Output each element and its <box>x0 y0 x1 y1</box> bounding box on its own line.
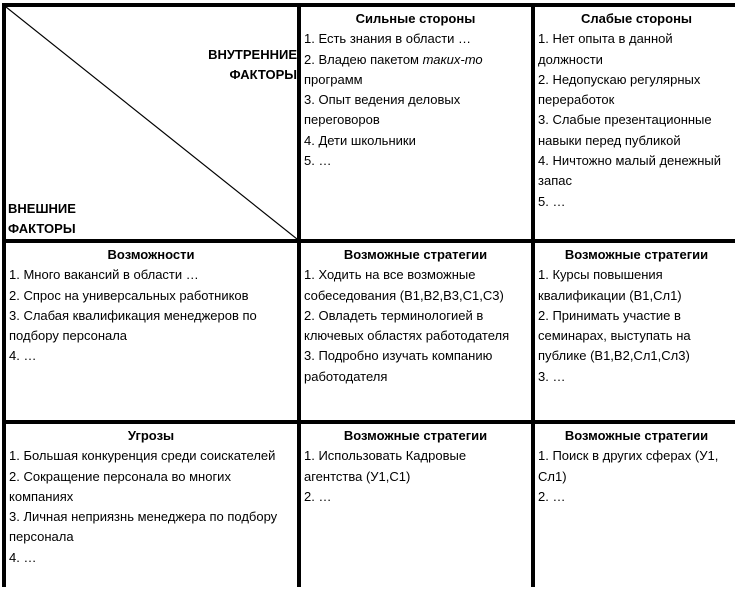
list-item: 3. Опыт ведения деловых переговоров <box>304 92 461 128</box>
strategy-wt-cell <box>535 424 737 587</box>
list-item: 3. Личная неприязнь менеджера по подбору персонала <box>9 509 278 545</box>
list-item: 2. Овладеть терминологией в ключевых областях работодателя <box>304 307 510 344</box>
list-item-pre: 2. Владею пакетом <box>304 51 423 67</box>
list-item: 1. Много вакансий в области … <box>9 267 199 283</box>
external-factors-line-2: ФАКТОРЫ <box>8 221 76 236</box>
list-item: 4. … <box>9 549 37 565</box>
strategy-st-list <box>304 446 527 507</box>
strategy-st-cell <box>301 424 531 587</box>
weaknesses-title: Слабые стороны <box>580 11 693 26</box>
list-item: 2. … <box>304 488 332 504</box>
list-item: 3. Подробно изучать компанию работодателя <box>304 348 493 384</box>
list-item: 2. … <box>538 488 566 504</box>
internal-factors-line-2: ФАКТОРЫ <box>229 67 297 82</box>
list-item: 2. Принимать участие в семинарах, выступать на публике (В1,В2,Сл1,Сл3) <box>538 307 691 364</box>
list-item: 4. Дети школьники <box>304 132 416 148</box>
strategy-wo-title: Возможные стратегии <box>564 247 709 262</box>
external-factors-line-1: ВНЕШНИЕ <box>8 201 76 216</box>
list-item: 5. … <box>304 153 332 169</box>
strategy-so-cell <box>301 243 531 420</box>
strategy-so-title: Возможные стратегии <box>343 247 488 262</box>
list-item: 3. … <box>538 368 566 384</box>
list-item-post: программ <box>304 71 363 87</box>
list-item: 2. Сокращение персонала во многих компаниях <box>9 468 231 504</box>
list-item: 3. Слабые презентационные навыки перед публикой <box>538 112 712 148</box>
strategy-st-title: Возможные стратегии <box>343 428 488 443</box>
list-item: 2. Спрос на универсальных работников <box>9 287 249 303</box>
strategy-wt-title: Возможные стратегии <box>564 428 709 443</box>
list-item: 1. Нет опыта в данной должности <box>538 31 673 67</box>
weaknesses-cell <box>535 7 737 239</box>
opportunities-cell <box>6 243 297 420</box>
strategy-wo-list <box>538 265 735 387</box>
opportunities-list <box>9 265 293 366</box>
external-factors-label <box>8 199 76 239</box>
strategy-so-list <box>304 265 527 387</box>
threats-cell <box>6 424 297 587</box>
list-item: 1. Большая конкуренция среди соискателей <box>9 448 276 464</box>
list-item: 4. Ничтожно малый денежный запас <box>538 153 722 189</box>
list-item: 1. Есть знания в области … <box>304 31 472 47</box>
corner-cell <box>6 7 297 239</box>
weaknesses-list <box>538 29 735 212</box>
list-item: 2. Недопускаю регулярных переработок <box>538 71 701 108</box>
threats-title: Угрозы <box>127 428 175 443</box>
internal-factors-label <box>208 45 297 85</box>
list-item <box>304 50 527 91</box>
strategy-wt-list <box>538 446 735 507</box>
swot-matrix <box>2 3 735 587</box>
list-item: 3. Слабая квалификация менеджеров по подбору персонала <box>9 307 257 344</box>
threats-list <box>9 446 293 568</box>
list-item: 1. Курсы повышения квалификации (В1,Сл1) <box>538 267 682 303</box>
list-item-em: таких-то <box>422 51 483 67</box>
internal-factors-line-1: ВНУТРЕННИЕ <box>208 47 297 62</box>
strategy-wo-cell <box>535 243 737 420</box>
list-item: 1. Поиск в других сферах (У1, Сл1) <box>538 448 719 484</box>
strengths-title: Сильные стороны <box>355 11 476 26</box>
list-item: 1. Ходить на все возможные собеседования (В1,В2,В3,С1,С3) <box>304 267 504 303</box>
strengths-cell <box>301 7 531 239</box>
list-item: 4. … <box>9 348 37 364</box>
strengths-list <box>304 29 527 171</box>
list-item: 1. Использовать Кадровые агентства (У1,С1) <box>304 448 467 484</box>
opportunities-title: Возможности <box>107 247 195 262</box>
list-item: 5. … <box>538 193 566 209</box>
